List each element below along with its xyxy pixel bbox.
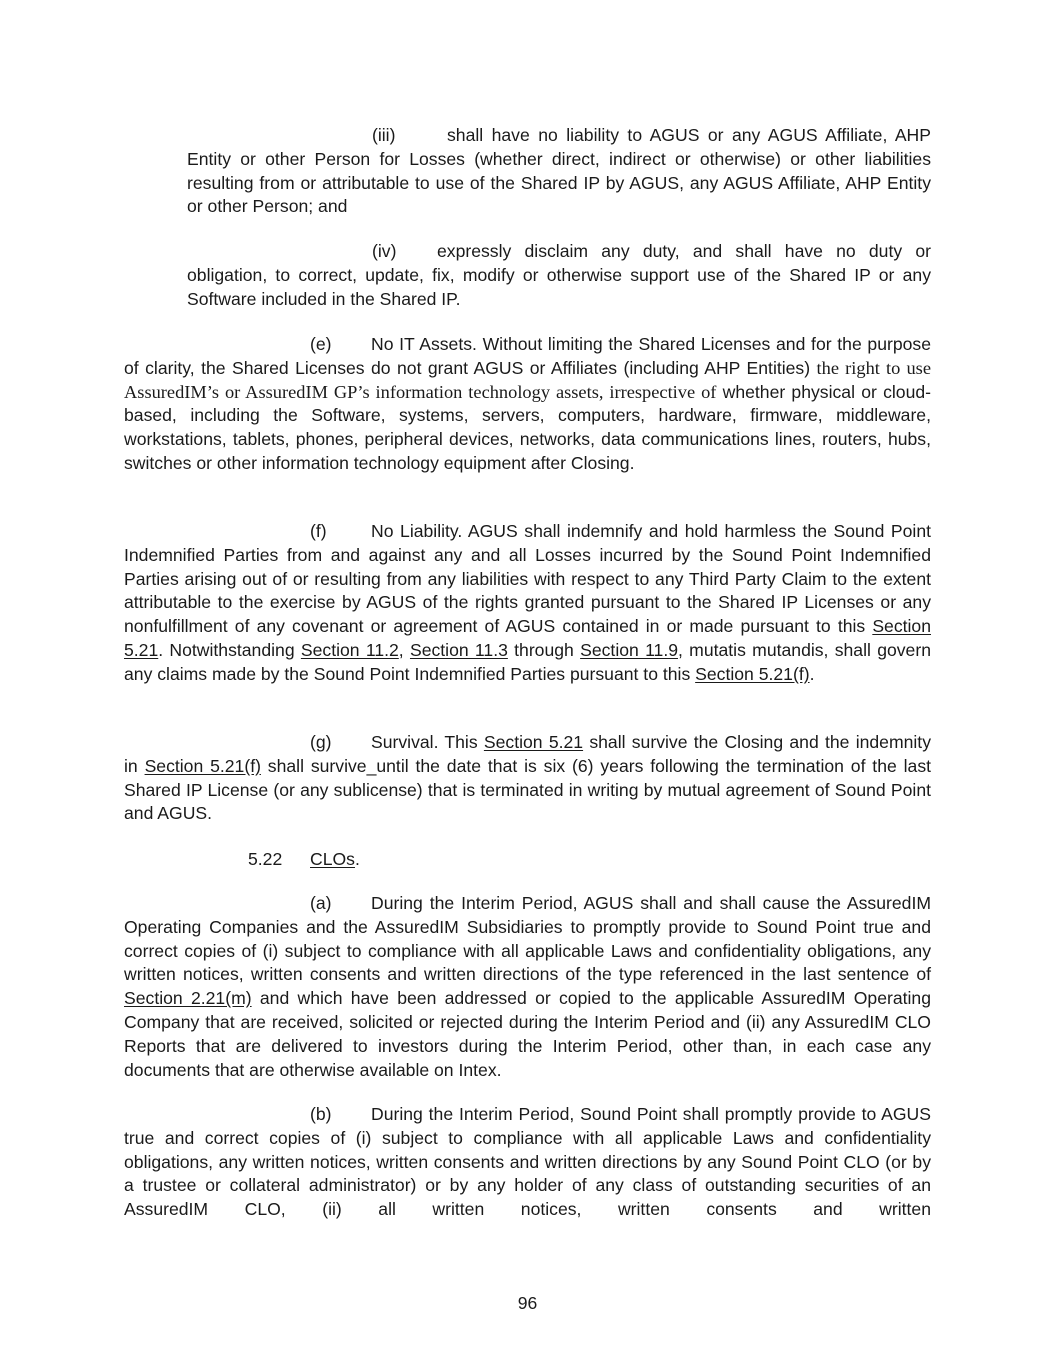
paragraph-label: (b) bbox=[310, 1104, 332, 1124]
paragraph-text: whether physical or cloud-based, including the Software, systems, servers, computers, hardware, firmware, middleware, workstations, tablets, phones, peripheral devices, networks, data communications lines, routers, hubs, switches or other information technology equipment after Closing. bbox=[124, 381, 931, 473]
section-reference-link[interactable]: Section 5.21(f) bbox=[144, 755, 261, 776]
paragraph-iv bbox=[187, 240, 931, 311]
paragraph-label: (iv) bbox=[372, 241, 397, 261]
paragraph-text: No IT Assets. Without limiting the Shared Licenses and for the purpose of clarity, the Shared Licenses do not grant AGUS or Affiliates (including AHP Entities) bbox=[124, 334, 931, 378]
paragraph-text: During the Interim Period, Sound Point shall promptly provide to AGUS true and correct copies of (i) subject to compliance with all applicable Laws and confidentiality obligations, any written notices, written consents and written directions by any Sound Point CLO (or by a trustee or collateral administrator) or by any holder of any class of outstanding securities of an AssuredIM CLO, (ii) all written notices, written consents and written bbox=[124, 1104, 931, 1220]
paragraph-label: (iii) bbox=[372, 125, 396, 145]
paragraph-text-serif: the right to use AssuredIM’s or AssuredIM GP’s information technology assets, irrespective of bbox=[124, 357, 931, 402]
paragraph-label: (f) bbox=[310, 521, 327, 541]
paragraph-a bbox=[124, 892, 931, 1082]
section-reference-link[interactable]: Section 5.21(f) bbox=[695, 663, 810, 684]
paragraph-text: through bbox=[507, 639, 581, 660]
paragraph-text: shall survive the Closing and the indemnity in bbox=[124, 732, 931, 776]
paragraph-text: expressly disclaim any duty, and shall have no duty or obligation, to correct, update, fix, modify or otherwise support use of the Shared IP or any Software included in the Shared IP. bbox=[187, 241, 931, 309]
paragraph-f bbox=[124, 520, 931, 687]
section-reference-link[interactable]: Section 11.3 bbox=[409, 639, 508, 660]
paragraph-label: (g) bbox=[310, 732, 332, 752]
paragraph-text: No Liability. AGUS shall indemnify and hold harmless the Sound Point Indemnified Parties from and against any and all Losses incurred by the Sound Point Indemnified Parties arising out of or resulting from any liabilities with respect to any Third Party Claim to the extent attributable to the exercise by AGUS of the rights granted pursuant to the Shared IP Licenses or any nonfulfillment of any covenant or agreement of AGUS contained in or made pursuant to this bbox=[124, 521, 931, 637]
section-number: 5.22 bbox=[248, 849, 283, 869]
section-reference-link[interactable]: Section 11.2 bbox=[300, 639, 399, 660]
section-title: CLOs bbox=[310, 849, 355, 869]
paragraph-text: , mutatis mutandis, shall govern any claims made by the Sound Point Indemnified Parties pursuant to this bbox=[124, 639, 931, 684]
paragraph-iii bbox=[187, 124, 931, 219]
section-reference-link[interactable]: Section 11.9 bbox=[580, 639, 679, 660]
section-reference-link[interactable]: Section 5.21 bbox=[483, 732, 584, 752]
paragraph-text: During the Interim Period, AGUS shall and shall cause the AssuredIM Operating Companies and the AssuredIM Subsidiaries to promptly provide to Sound Point true and correct copies of (i) subject to compliance with all applicable Laws and confidentiality obligations, any written notices, written consents and written directions of the type referenced in the last sentence of bbox=[124, 893, 931, 985]
paragraph-text: shall have no liability to AGUS or any AGUS Affiliate, AHP Entity or other Person for Losses (whether direct, indirect or otherwise) or other liabilities resulting from or attributable to use of the Shared IP by AGUS, any AGUS Affiliate, AHP Entity or other Person; and bbox=[187, 125, 931, 217]
paragraph-e bbox=[124, 333, 931, 476]
paragraph-label: (a) bbox=[310, 893, 332, 913]
paragraph-text: . Notwithstanding bbox=[158, 639, 301, 660]
section-reference-link[interactable]: Section 2.21(m) bbox=[124, 988, 252, 1009]
paragraph-text: , bbox=[398, 639, 410, 660]
paragraph-g bbox=[124, 731, 931, 826]
paragraph-text: . bbox=[809, 663, 815, 684]
paragraph-label: (e) bbox=[310, 334, 332, 354]
page-number: 96 bbox=[517, 1293, 538, 1313]
paragraph-text: and which have been addressed or copied to the applicable AssuredIM Operating Company that are received, solicited or rejected during the Interim Period and (ii) any AssuredIM CLO Reports that are delivered to investors during the Interim Period, other than, in each case any documents that are otherwise available on Intex. bbox=[124, 988, 931, 1080]
section-reference-link[interactable]: Section 5.21 bbox=[124, 616, 931, 660]
paragraph-text: Survival. This bbox=[371, 732, 484, 752]
section-heading-5-22 bbox=[248, 848, 360, 872]
section-title-suffix: . bbox=[354, 849, 360, 869]
paragraph-text: shall survive_until the date that is six (6) years following the termination of the last Shared IP License (or any sublicense) that is terminated in writing by mutual agreement of Sound Point and AGUS. bbox=[124, 755, 932, 824]
paragraph-b bbox=[124, 1103, 931, 1222]
